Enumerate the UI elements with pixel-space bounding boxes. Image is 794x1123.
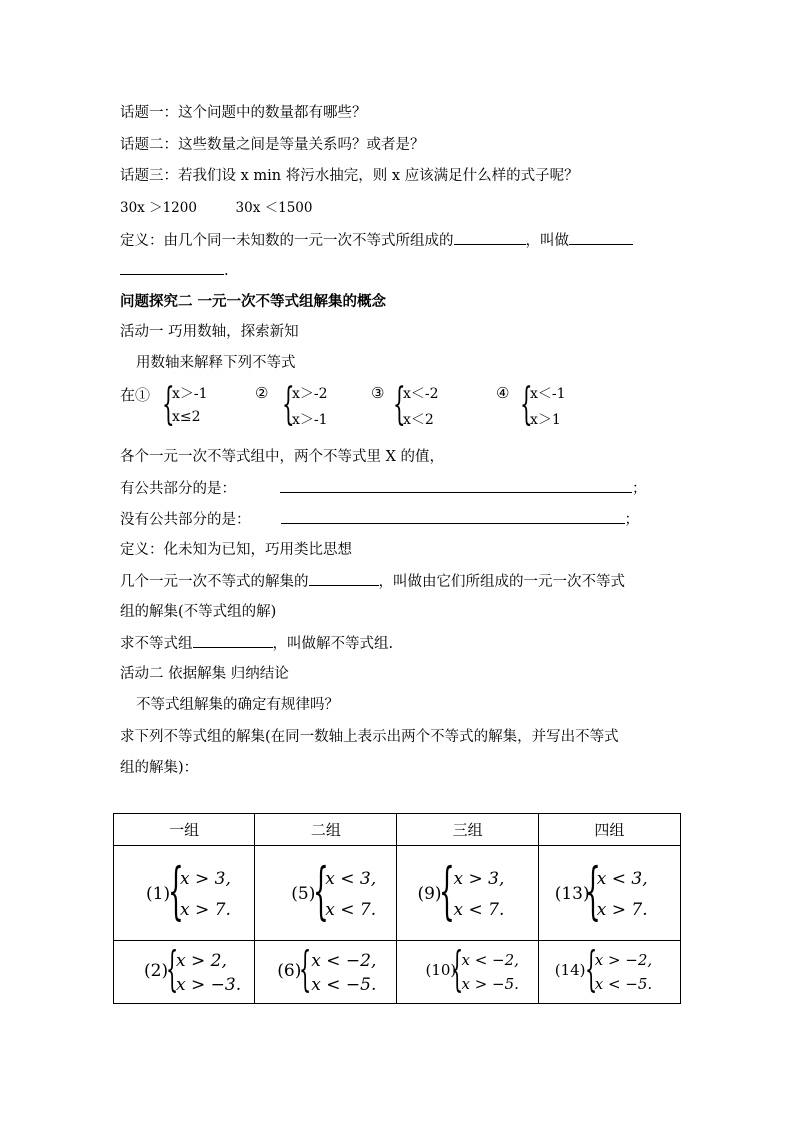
common-part-line (120, 478, 647, 499)
formula-line-1: x < 3, (596, 869, 648, 889)
brace-icon: { (313, 854, 330, 927)
brace-icon: { (584, 941, 597, 997)
definition-4-text-a: 求不等式组 (120, 636, 193, 652)
header-group-2: 二组 (255, 814, 397, 846)
formula-line-2: x < −5. (594, 975, 653, 993)
system-number: (9) (417, 884, 442, 904)
blank-3 (120, 260, 224, 275)
system-number: (5) (291, 884, 316, 904)
definition-1-end: . (224, 263, 229, 279)
formula-line-2: x > 7. (180, 900, 231, 920)
blank-6 (309, 571, 379, 586)
topic-1: 话题一：这个问题中的数量都有哪些？ (120, 105, 367, 121)
inequality-a: 30x ＞1200 (120, 200, 197, 216)
brace-icon: { (451, 941, 464, 997)
table-header-row (114, 814, 681, 846)
formula-line-2: x > −5. (461, 975, 519, 993)
definition-4-text-b: ，叫做解不等式组. (272, 636, 394, 652)
formula-line-1: x > 2, (176, 951, 227, 971)
system-label-2: ② (255, 384, 269, 402)
blank-4 (280, 478, 632, 493)
system-2-a: x＞-2 (292, 386, 328, 402)
brace-icon: { (299, 941, 312, 997)
definition-3-text-b: ，叫做由它们所组成的一元一次不等式 (378, 574, 625, 590)
definition-3-continued: 组的解集(不等式组的解) (120, 604, 277, 620)
definition-4 (120, 633, 393, 654)
system-number: (6) (277, 961, 302, 981)
system-number: (2) (144, 961, 169, 981)
brace-icon: { (584, 854, 601, 927)
topic-3: 话题三：若我们设 x min 将污水抽完，则 x 应该满足什么样的式子呢？ (120, 168, 579, 184)
system-label-1: 在① (120, 386, 151, 404)
brace-icon: { (520, 379, 533, 430)
brace-icon: { (393, 379, 406, 430)
formula-line-1: x > −2, (594, 951, 653, 969)
table-cell (114, 846, 255, 941)
formula-line-2: x < −5. (311, 975, 377, 995)
brace-icon: { (168, 854, 184, 927)
definition-2: 定义：化未知为已知，巧用类比思想 (120, 542, 352, 558)
system-number: (13) (554, 884, 590, 904)
system-label-4: ④ (496, 384, 510, 402)
no-common-part-label: 没有公共部分的是： (120, 512, 251, 528)
blank-1 (454, 230, 526, 245)
table-cell (397, 846, 538, 941)
system-3-b: x＜2 (403, 412, 434, 428)
blank-7 (193, 633, 273, 648)
header-group-3: 三组 (397, 814, 538, 846)
blank-2 (569, 230, 633, 245)
section-2-title: 问题探究二 一元一次不等式组解集的概念 (120, 293, 387, 310)
brace-icon: { (166, 941, 179, 997)
table-cell (538, 846, 680, 941)
task-line-2: 组的解集)： (120, 760, 199, 776)
table-row (114, 846, 681, 941)
table-cell (255, 846, 397, 941)
system-3-a: x＜-2 (403, 386, 439, 402)
formula-line-2: x < 7. (325, 900, 377, 920)
system-4-b: x＞1 (530, 412, 561, 428)
inequality-table (113, 813, 681, 1004)
semicolon-2: ； (624, 512, 639, 528)
task-line-1: 求下列不等式组的解集(在同一数轴上表示出两个不等式的解集，并写出不等式 (120, 729, 619, 745)
brace-icon: { (439, 854, 456, 927)
activity-1-subtitle: 用数轴来解释下列不等式 (136, 355, 296, 371)
formula-line-2: x > 7. (596, 900, 648, 920)
formula-line-1: x < −2, (311, 951, 377, 971)
table-cell (397, 941, 538, 1004)
brace-icon: { (282, 379, 295, 430)
formula-line-1: x > 3, (453, 869, 505, 889)
blank-5 (281, 509, 625, 524)
activity-2-title: 活动二 依据解集 归纳结论 (120, 666, 289, 682)
formula-line-1: x > 3, (180, 869, 231, 889)
formula-line-1: x < −2, (461, 951, 519, 969)
formula-line-2: x > −3. (176, 975, 242, 995)
no-common-part-line (120, 509, 639, 530)
table-row (114, 941, 681, 1004)
activity-2-question: 不等式组解集的确定有规律吗？ (136, 697, 339, 713)
system-number: (1) (146, 884, 171, 904)
topic-2: 话题二：这些数量之间是等量关系吗？或者是？ (120, 137, 425, 153)
system-label-3: ③ (371, 384, 385, 402)
formula-line-1: x < 3, (325, 869, 377, 889)
inequality-b: 30x ＜1500 (235, 200, 313, 216)
header-group-1: 一组 (114, 814, 255, 846)
system-number: (10) (425, 961, 457, 979)
table-cell (255, 941, 397, 1004)
system-number: (14) (554, 961, 586, 979)
each-system-line: 各个一元一次不等式组中，两个不等式里 X 的值， (120, 449, 445, 465)
semicolon-1: ； (632, 481, 647, 497)
system-1-a: x＞-1 (172, 386, 208, 402)
definition-3 (120, 571, 625, 592)
definition-1-text-a: 定义：由几个同一未知数的一元一次不等式所组成的 (120, 233, 454, 249)
activity-1-title: 活动一 巧用数轴，探索新知 (120, 324, 299, 340)
definition-3-text-a: 几个一元一次不等式的解集的 (120, 574, 309, 590)
common-part-label: 有公共部分的是： (120, 481, 236, 497)
table-cell (538, 941, 680, 1004)
definition-1-text-b: ，叫做 (525, 233, 569, 249)
inequality-line (120, 198, 313, 218)
system-2-b: x＞-1 (292, 412, 328, 428)
table-cell (114, 941, 255, 1004)
header-group-4: 四组 (538, 814, 680, 846)
system-1-b: x≤2 (172, 409, 201, 425)
definition-1 (120, 230, 633, 251)
formula-line-2: x < 7. (453, 900, 505, 920)
brace-icon: { (162, 379, 175, 430)
definition-1-continued (120, 260, 229, 281)
system-4-a: x＜-1 (530, 386, 566, 402)
